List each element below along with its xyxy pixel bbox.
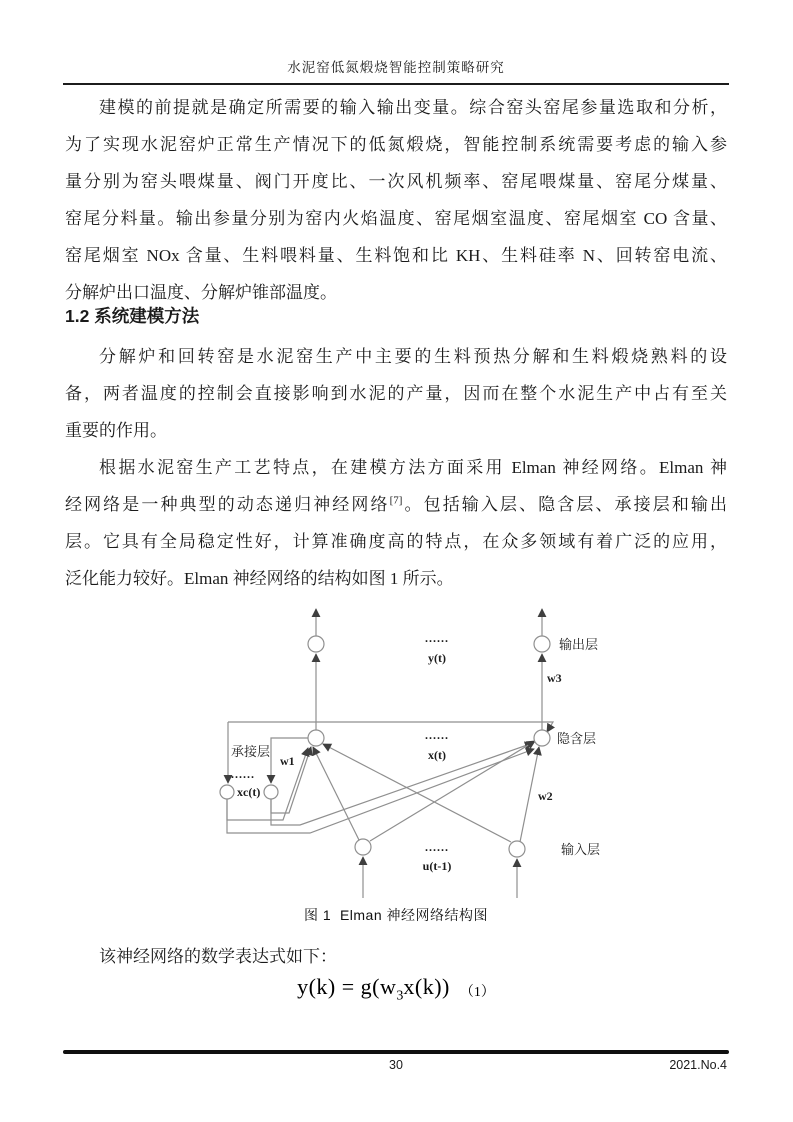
hidden-node xyxy=(308,730,324,746)
text-line: 泛化能力较好。Elman 神经网络的结构如图 1 所示。 xyxy=(65,569,454,588)
text-line: 量分别为窑头喂煤量、阀门开度比、一次风机频率、窑尾喂煤量、窑尾分煤量、 xyxy=(65,172,727,191)
diagram-labels xyxy=(231,631,600,873)
header-rule xyxy=(63,83,729,85)
equation-lhs: y(k) = g(w xyxy=(297,974,397,999)
figure-caption: 图 1 Elman 神经网络结构图 xyxy=(303,907,489,923)
text-line: 层。它具有全局稳定性好，计算准确度高的特点，在众多领域有着广泛的应用， xyxy=(65,532,727,551)
output-node xyxy=(308,636,324,652)
ellipsis-label: ...... xyxy=(231,767,255,781)
text-line: 分解炉出口温度、分解炉锥部温度。 xyxy=(65,283,337,302)
equation-number: （1） xyxy=(459,985,495,1000)
y-t-label: y(t) xyxy=(428,651,446,665)
citation-ref: [7] xyxy=(389,494,403,507)
text-line: 为了实现水泥窑炉正常生产情况下的低氮煅烧，智能控制系统需要考虑的输入参 xyxy=(65,135,727,154)
text-segment: 。包括输入层、隐含层、承接层和输出 xyxy=(402,495,728,514)
input-layer-label: 输入层 xyxy=(561,842,601,857)
w3-label: w3 xyxy=(547,671,562,685)
text-line: 窑尾烟室 NOx 含量、生料喂料量、生料饱和比 KH、生料硅率 N、回转窑电流、 xyxy=(65,246,727,265)
context-node xyxy=(264,785,278,799)
equation-rhs: x(k)) xyxy=(403,974,450,999)
text-line: 根据水泥窑生产工艺特点，在建模方法方面采用 Elman 神经网络。Elman 神 xyxy=(99,458,727,477)
text-line-with-citation xyxy=(65,486,727,523)
ellipsis-label: ...... xyxy=(425,728,449,742)
paragraph-1 xyxy=(65,89,727,311)
paragraph-3 xyxy=(65,449,727,597)
page-number: 30 xyxy=(389,1058,403,1072)
footer-rule xyxy=(63,1050,729,1054)
text-line: 分解炉和回转窑是水泥窑生产中主要的生料预热分解和生料煅烧熟料的设 xyxy=(99,347,727,366)
output-node xyxy=(534,636,550,652)
text-line: 重要的作用。 xyxy=(65,421,167,440)
text-line: 建模的前提就是确定所需要的输入输出变量。综合窑头窑尾参量选取和分析， xyxy=(99,98,727,117)
w1-label: w1 xyxy=(280,754,295,768)
output-layer-label: 输出层 xyxy=(559,637,599,652)
text-segment: 经网络是一种典型的动态递归神经网络 xyxy=(65,495,390,514)
hidden-layer-label: 隐含层 xyxy=(557,731,597,746)
issue-label: 2021.No.4 xyxy=(669,1058,727,1072)
text-line: 备，两者温度的控制会直接影响到水泥的产量，因而在整个水泥生产中占有至关 xyxy=(65,384,727,403)
input-to-hidden-link-w2 xyxy=(520,747,539,842)
text-line: 窑尾分料量。输出参量分别为窑内火焰温度、窑尾烟室温度、窑尾烟室 CO 含量、 xyxy=(65,209,727,228)
w2-label: w2 xyxy=(538,789,553,803)
equation-1 xyxy=(65,974,727,1004)
u-t-1-label: u(t-1) xyxy=(422,859,452,873)
xc-t-label: xc(t) xyxy=(237,785,261,799)
context-node xyxy=(220,785,234,799)
paragraph-2 xyxy=(65,338,727,449)
context-to-hidden-link xyxy=(271,743,533,825)
equation-subscript: 3 xyxy=(396,988,404,1004)
elman-network-diagram xyxy=(185,597,625,905)
ellipsis-label: ...... xyxy=(425,840,449,854)
paragraph-after-figure xyxy=(65,938,727,975)
x-t-label: x(t) xyxy=(428,748,446,762)
running-header-title: 水泥窑低氮煅烧智能控制策略研究 xyxy=(287,60,505,75)
input-to-hidden-link xyxy=(370,741,535,841)
ellipsis-label: ...... xyxy=(425,631,449,645)
input-to-hidden-link xyxy=(313,747,359,840)
context-layer-label: 承接层 xyxy=(231,744,271,759)
section-heading: 1.2 系统建模方法 xyxy=(65,306,200,326)
context-box-top xyxy=(228,722,553,732)
input-node xyxy=(509,841,525,857)
diagram-connections xyxy=(227,609,553,898)
input-to-hidden-link xyxy=(323,744,511,842)
hidden-node xyxy=(534,730,550,746)
text-line: 该神经网络的数学表达式如下： xyxy=(99,947,337,966)
input-node xyxy=(355,839,371,855)
